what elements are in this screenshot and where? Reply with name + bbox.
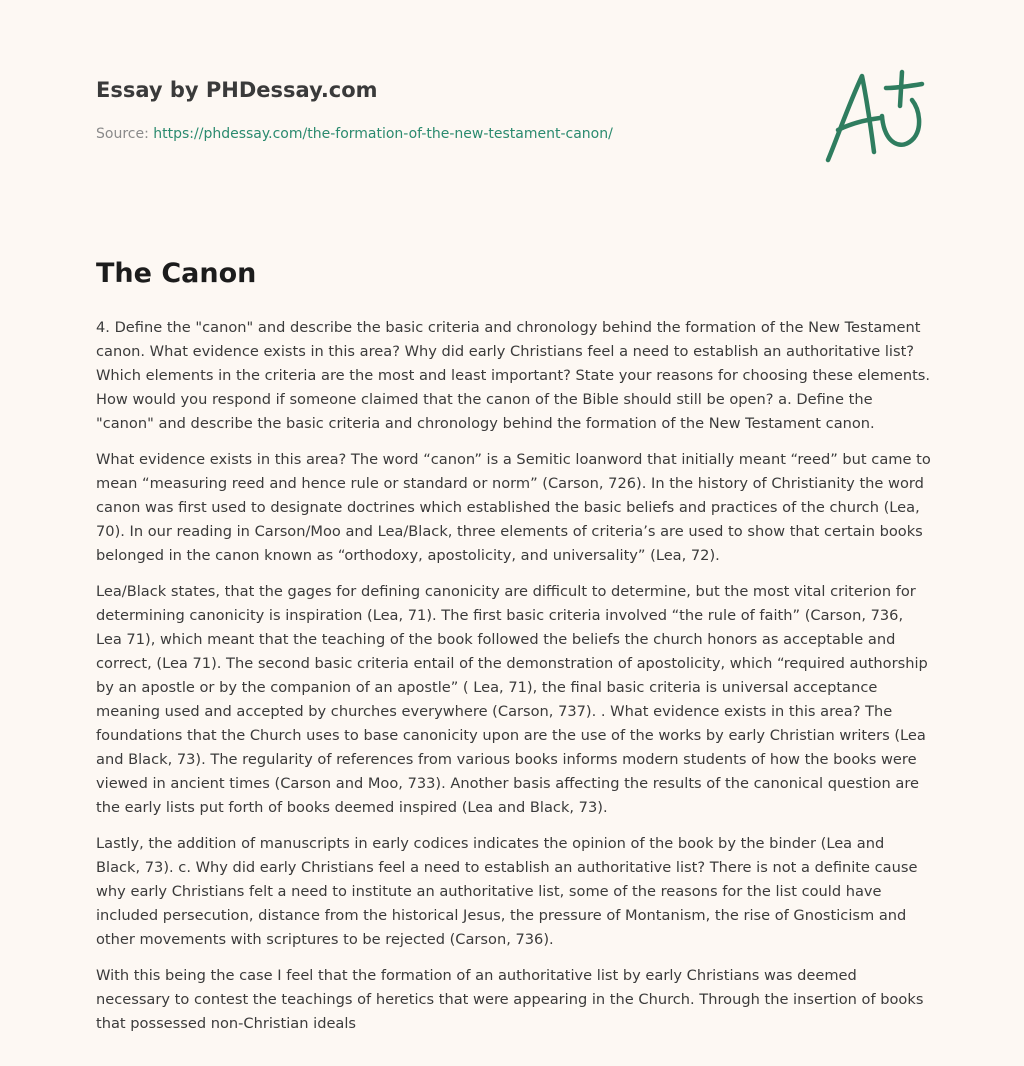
paragraph-3: Lea/Black states, that the gages for defining canonicity are difficult to determine, but the most vital criterion for determining canonicity is inspiration (Lea, 71). The first basic criteria involved “the rule of faith” (Carson, 736, Lea 71), which meant that the teaching of the book followed the beliefs the church honors as acceptable and correct, (Lea 71). The second basic criteria entail of the demonstration of apostolicity, which “required authorship by an apostle or by the companion of an apostle” ( Lea, 71), the final basic criteria is universal acceptance meaning used and accepted by churches everywhere (Carson, 737). . What evidence exists in this area? The foundations that the Church uses to base canonicity upon are the use of the works by early Christian writers (Lea and Black, 73). The regularity of references from various books informs modern students of how the books were viewed in ancient times (Carson and Moo, 733). Another basis affecting the results of the canonical question are the early lists put forth of books deemed inspired (Lea and Black, 73). <box>96 583 928 816</box>
document-body <box>96 316 932 1048</box>
a-plus-grade-icon <box>818 66 930 166</box>
paragraph-5: With this being the case I feel that the formation of an authoritative list by early Christians was deemed necessary to contest the teachings of heretics that were appearing in the Church. Through the insertion of books that possessed non-Christian ideals <box>96 967 924 1032</box>
paragraph-1: 4. Define the "canon" and describe the basic criteria and chronology behind the formation of the New Testament canon. What evidence exists in this area? Why did early Christians feel a need to establish an authoritative list? Which elements in the criteria are the most and least important? State your reasons for choosing these elements. How would you respond if someone claimed that the canon of the Bible should still be open? a. Define the "canon" and describe the basic criteria and chronology behind the formation of the New Testament canon. <box>96 319 931 432</box>
site-title: Essay by PHDessay.com <box>96 78 378 102</box>
source-label: Source: <box>96 126 149 142</box>
paragraph-4: Lastly, the addition of manuscripts in early codices indicates the opinion of the book by the binder (Lea and Black, 73). c. Why did early Christians feel a need to establish an authoritative list? There is not a definite cause why early Christians felt a need to institute an authoritative list, some of the reasons for the list could have included persecution, distance from the historical Jesus, the pressure of Montanism, the rise of Gnosticism and other movements with scriptures to be rejected (Carson, 736). <box>96 835 918 948</box>
paragraph-2: What evidence exists in this area? The word “canon” is a Semitic loanword that initially meant “reed” but came to mean “measuring reed and hence rule or standard or norm” (Carson, 726). In the history of Christianity the word canon was first used to designate doctrines which established the basic beliefs and practices of the church (Lea, 70). In our reading in Carson/Moo and Lea/Black, three elements of criteria’s are used to show that certain books belonged in the canon known as “orthodoxy, apostolicity, and universality” (Lea, 72). <box>96 451 931 564</box>
source-link[interactable]: https://phdessay.com/the-formation-of-the-new-testament-canon/ <box>153 126 613 142</box>
document-title: The Canon <box>96 258 257 289</box>
source-line <box>96 124 613 144</box>
